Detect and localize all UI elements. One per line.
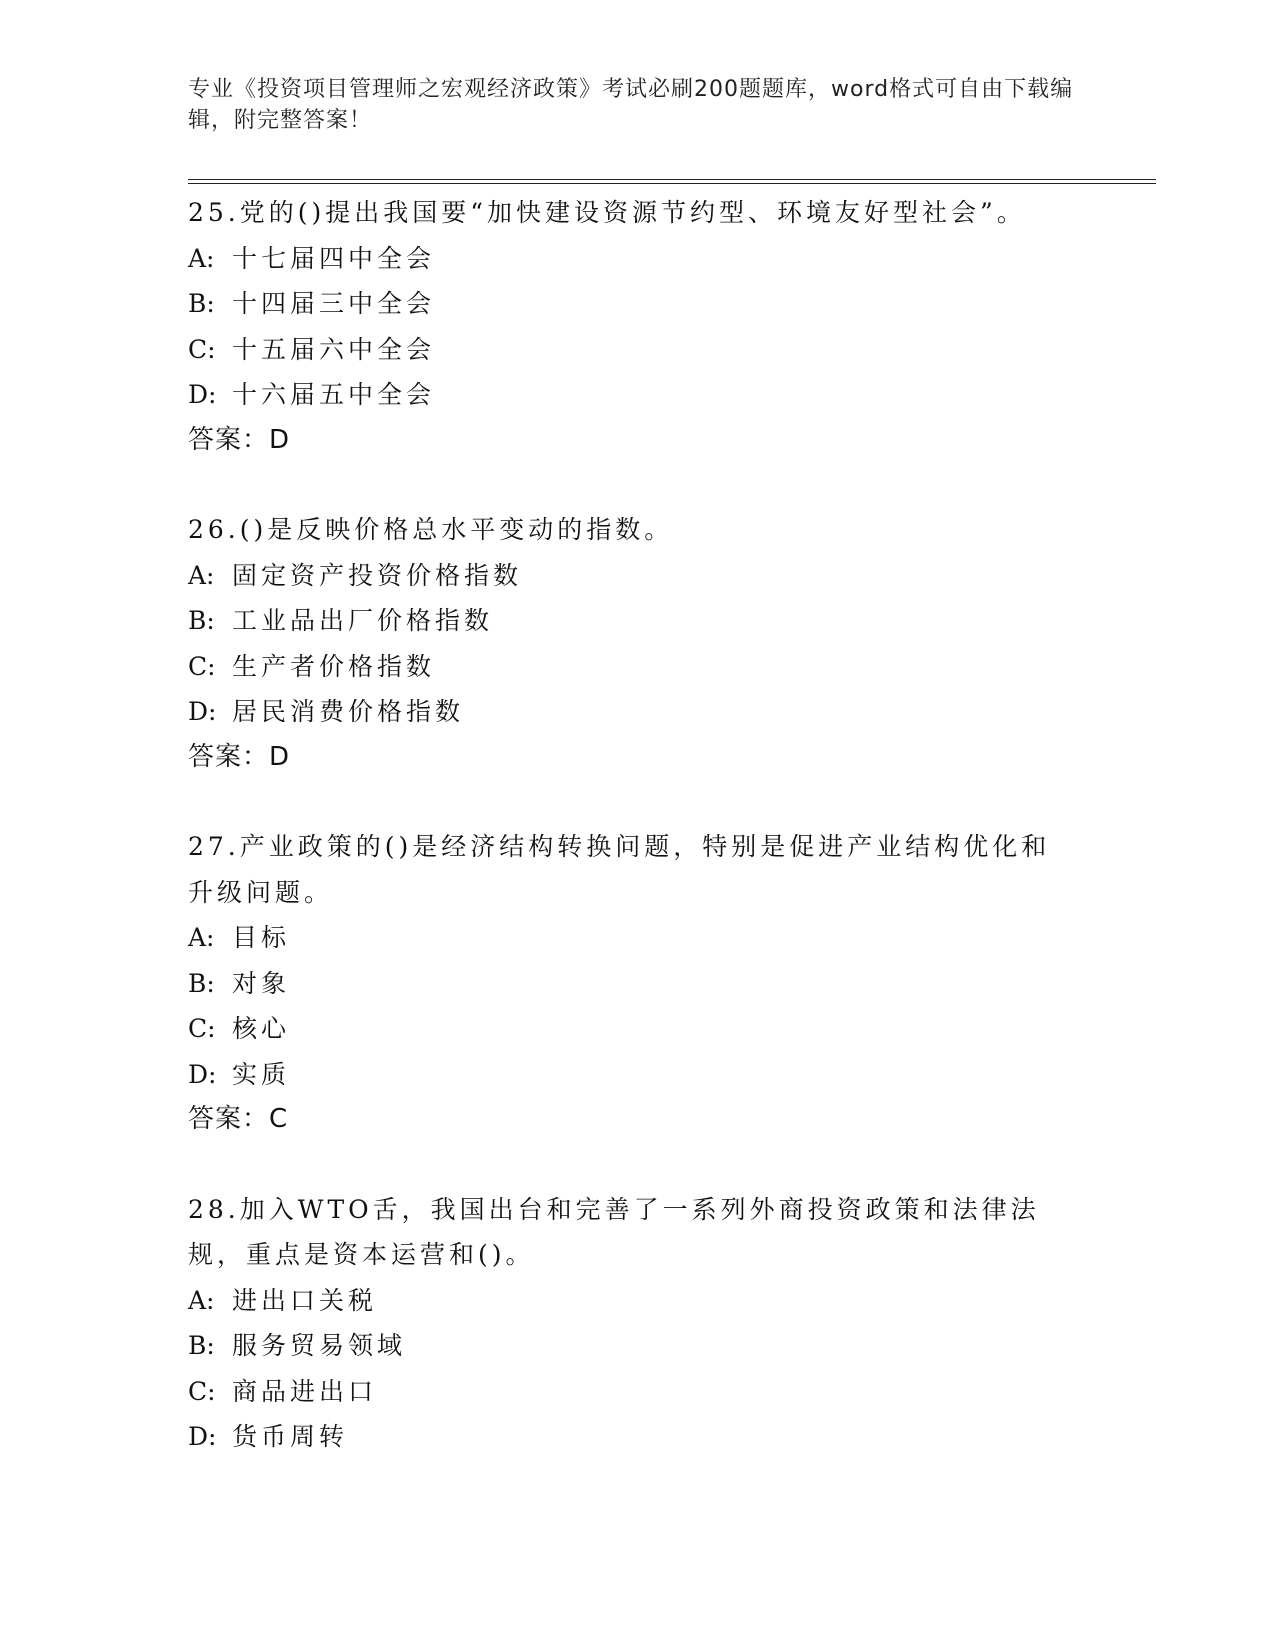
option-text: 货币周转 — [232, 1422, 349, 1451]
option-letter: B: — [188, 1331, 215, 1360]
option-text: 实质 — [232, 1059, 291, 1089]
option-letter: C: — [188, 1376, 216, 1406]
header-rule-top — [188, 179, 1156, 180]
option-b — [188, 1323, 1088, 1369]
option-text: 对象 — [232, 968, 291, 998]
option-text: 进出口关税 — [232, 1285, 378, 1315]
option-letter: C: — [188, 651, 216, 681]
option-letter: A: — [188, 1285, 215, 1315]
question-28 — [188, 1187, 1088, 1460]
answer-line: 答案：D — [188, 741, 291, 772]
option-text: 生产者价格指数 — [232, 651, 436, 681]
option-text: 十七届四中全会 — [232, 243, 436, 273]
option-letter: B: — [188, 968, 215, 998]
option-text: 居民消费价格指数 — [232, 697, 465, 726]
option-letter: D: — [188, 1059, 217, 1089]
option-a — [188, 236, 1088, 282]
option-b — [188, 281, 1088, 327]
answer-line: 答案：C — [188, 1104, 289, 1134]
option-letter: D: — [188, 1422, 217, 1451]
option-c — [188, 644, 1088, 690]
option-letter: A: — [188, 923, 215, 952]
question-stem: 25.党的()提出我国要“加快建设资源节约型、环境友好型社会”。 — [188, 198, 1026, 227]
question-26 — [188, 507, 1088, 780]
option-text: 商品进出口 — [232, 1376, 378, 1406]
option-letter: A: — [188, 243, 215, 273]
option-c — [188, 1369, 1088, 1415]
document-header: 专业《投资项目管理师之宏观经济政策》考试必刷200题题库，word格式可自由下载编辑，附完整答案！ — [188, 77, 1074, 133]
option-text: 十五届六中全会 — [232, 334, 436, 364]
answer-line: 答案：D — [188, 424, 291, 455]
question-list — [188, 190, 1088, 1504]
question-stem: 26.()是反映价格总水平变动的指数。 — [188, 515, 674, 544]
header-rule-bottom — [188, 183, 1156, 184]
option-d — [188, 1414, 1088, 1460]
option-text: 十六届五中全会 — [232, 380, 436, 409]
option-text: 工业品出厂价格指数 — [232, 606, 494, 635]
option-letter: A: — [188, 560, 215, 590]
option-a — [188, 915, 1088, 961]
option-d — [188, 1052, 1088, 1098]
option-text: 核心 — [232, 1014, 291, 1043]
option-c — [188, 1006, 1088, 1052]
option-letter: D: — [188, 697, 217, 726]
question-stem: 27.产业政策的()是经济结构转换问题，特别是促进产业结构优化和升级问题。 — [188, 832, 1051, 907]
option-letter: C: — [188, 1014, 216, 1043]
option-text: 目标 — [232, 923, 291, 952]
option-d — [188, 689, 1088, 735]
option-letter: C: — [188, 334, 216, 364]
option-a — [188, 1278, 1088, 1324]
option-text: 服务贸易领域 — [232, 1331, 407, 1360]
question-25 — [188, 190, 1088, 463]
option-text: 固定资产投资价格指数 — [232, 560, 523, 590]
option-b — [188, 598, 1088, 644]
option-b — [188, 961, 1088, 1007]
question-stem: 28.加入WTO舌，我国出台和完善了一系列外商投资政策和法律法规，重点是资本运营和()。 — [188, 1194, 1040, 1269]
option-d — [188, 372, 1088, 418]
option-text: 十四届三中全会 — [232, 289, 436, 318]
option-a — [188, 553, 1088, 599]
option-letter: D: — [188, 380, 217, 409]
option-letter: B: — [188, 289, 215, 318]
option-c — [188, 327, 1088, 373]
question-27 — [188, 824, 1088, 1143]
option-letter: B: — [188, 606, 215, 635]
